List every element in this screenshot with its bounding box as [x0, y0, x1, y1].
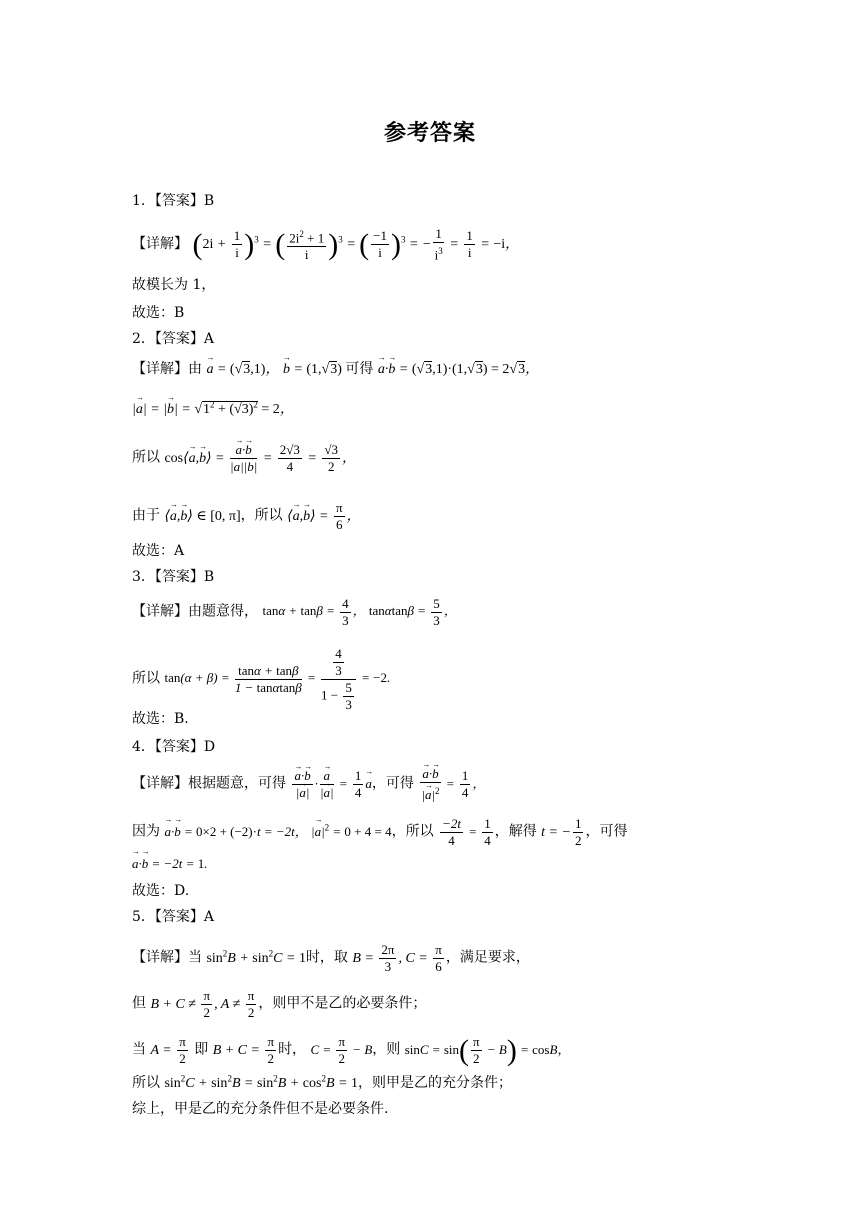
- q5-text-suoyi: 所以: [132, 1075, 160, 1091]
- q5-text-dang: 当: [132, 1041, 146, 1058]
- q1-modulus: 故模长为 1，: [132, 277, 216, 293]
- q2-answer: 2．【答案】A: [132, 331, 215, 347]
- q4-text-jiede: ，解得: [494, 823, 537, 840]
- q5-not-necessary: 但 B + C ≠ $\frac{\pi}{2}$ , A ≠ $\frac{\pi}{2}$ ，则甲不是乙的必要条件；: [132, 988, 427, 1020]
- q5-text-ze: ，则: [372, 1041, 401, 1058]
- q4-text-suoyi: ，所以: [391, 823, 434, 840]
- q5-detail: 【详解】当 $\sin^2B + \sin^2C = 1$时，取 B = $\frac{2\pi}{3}$ , C = $\frac{\pi}{6}$ ，满足要求，: [132, 942, 530, 974]
- q4-text-kede2: ，可得: [585, 823, 628, 840]
- q5-answer: 5．【答案】A: [132, 909, 215, 925]
- q2-vectors: → a = (√3,1)， → b = (1,√3): [206, 362, 345, 377]
- q2-detail: [132, 358, 539, 378]
- q2-magnitude: |→ a| = |→ $b| = √1^2 + (√3)^2 = 2$，: [132, 398, 294, 418]
- q4-detail: 【详解】根据题意，可得 → $\frac{a\cdot\to b}{|\to a|}$ · → $\frac{a}{|\to a|}$ = $\frac{1}{4}$ → a，可得 → $\frac{a\cdot\to b}{|\to a|^2}$ = $\frac{1}{4}$ ，: [132, 766, 485, 803]
- q5-conclusion: 综上，甲是乙的充分条件但不是必要条件.: [132, 1101, 389, 1117]
- q1-detail: [132, 226, 519, 263]
- q4-text-kede: ，可得: [371, 775, 414, 792]
- q3-formula: 所以 tan(α + β) = $\frac{\tan\alpha + \tan\beta}{1 - \tan\alpha\tan\beta}$ = $\frac{4}{3}$ 1 − $\frac{5}{3}$ = −2.: [132, 646, 391, 712]
- q5-text-ji: 即: [194, 1041, 209, 1058]
- q4-result: → a·→ b = −2t = 1.: [132, 856, 207, 872]
- q2-angle: 由于 ⟨→ a,→ b⟩ ∈ [0, π]，所以 ⟨→ a,→ b⟩ = $\frac{\pi}{6}$ ，: [132, 500, 361, 533]
- q4-choice: 故选：D.: [132, 883, 190, 899]
- q5-sufficient: 所以 $\sin^2C + \sin^2B = \sin^2B + \cos^2B = 1$，则甲是乙的充分条件；: [132, 1073, 512, 1091]
- q5-text-biyao: ，则甲不是乙的必要条件；: [258, 995, 427, 1012]
- q5-text-shi: 时，取: [305, 949, 348, 966]
- q2-text-kede: 可得: [345, 361, 374, 377]
- q5-text-manzu: ，满足要求，: [445, 949, 530, 966]
- q5-detail-label: 【详解】当: [132, 949, 202, 966]
- q2-text-suoyi: 所以: [132, 449, 160, 466]
- q3-answer: 3．【答案】B: [132, 569, 215, 585]
- q2-detail-label: 【详解】由: [132, 361, 202, 377]
- q3-detail: 【详解】由题意得， tanα + tanβ = $\frac{4}{3}$ ， tanαtanβ = $\frac{5}{3}$ ，: [132, 596, 457, 628]
- q1-choice: 故选：B: [132, 305, 185, 321]
- q1-formula: (2i + $\frac{1}{i}$ )$^3$ = ( $\frac{2i^2 + 1}{i}$ )$^3$ = ( $\frac{-1}{i}$ )$^3$ = − $\frac{1}{i^3}$ = $\frac{1}{i}$ = −i，: [192, 226, 520, 263]
- page-title: 参考答案: [383, 121, 476, 146]
- q2-text-youyu: 由于: [132, 507, 160, 524]
- q3-detail-label: 【详解】由题意得，: [132, 603, 258, 620]
- q5-text-chongfen: ，则甲是乙的充分条件；: [357, 1075, 512, 1091]
- q2-choice: 故选：A: [132, 543, 185, 559]
- q1-answer: 1．【答案】B: [132, 193, 215, 209]
- q4-compute: 因为 → a·→ b = 0×2 + (−2)·t = −2t， |→ $a|^2 = 0 + 4 = 4$，所以 $\frac{-2t}{4}$ = $\frac{1}{4}$ ，解得 t = − $\frac{1}{2}$ ，可得: [132, 816, 627, 849]
- q5-text-dan: 但: [132, 995, 146, 1012]
- q4-detail-label: 【详解】根据题意，可得: [132, 775, 286, 792]
- q5-text-shi2: 时，: [278, 1041, 307, 1058]
- q2-text-suoyi2: ，所以: [240, 507, 283, 524]
- q3-text-suoyi: 所以: [132, 670, 160, 687]
- q2-dot: → a·→ b = (√3,1)·(1,√3) = 2√3，: [378, 362, 539, 377]
- q2-cos: 所以 cos⟨→ a,→ b⟩ = → $\frac{a\cdot\to b}{|\to a||\to b|}$ = $\frac{2√3}{4}$ = $\frac{√3}{2}$ ，: [132, 442, 356, 475]
- q5-condition: 当 A = $\frac{\pi}{2}$ 即 B + C = $\frac{\pi}{2}$ 时， C = $\frac{\pi}{2}$ − B，则 sinC = sin( $\frac{\pi}{2}$ − B) = cosB，: [132, 1033, 571, 1067]
- q4-text-yinwei: 因为: [132, 823, 160, 840]
- q1-detail-label: 【详解】: [132, 235, 188, 252]
- q4-answer: 4．【答案】D: [132, 739, 216, 755]
- q3-choice: 故选：B.: [132, 711, 189, 727]
